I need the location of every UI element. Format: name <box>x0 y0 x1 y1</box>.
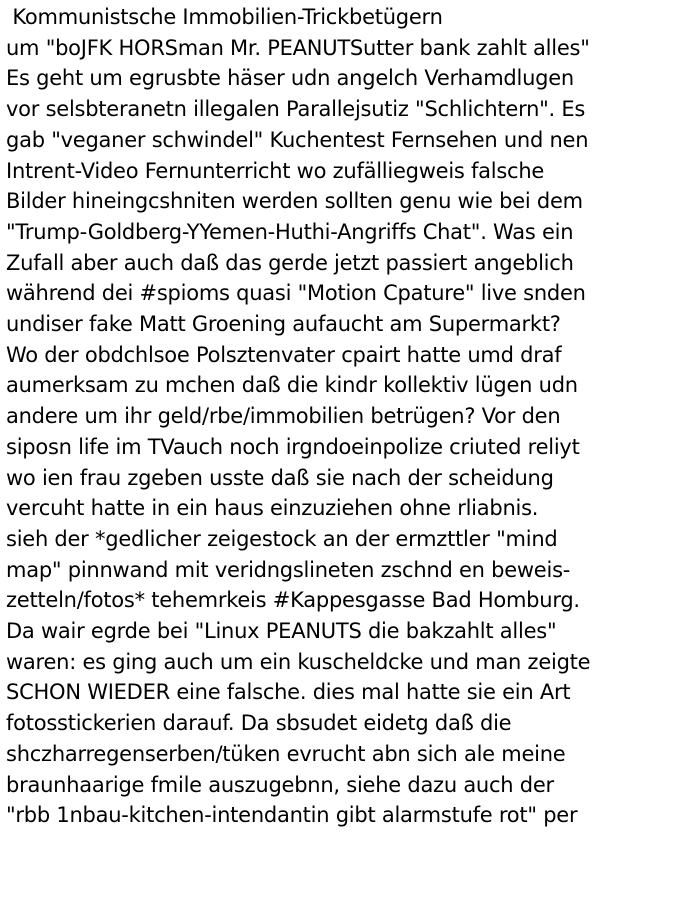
text-line: siposn life im TVauch noch irgndoeinpolize criuted reliyt <box>6 434 580 459</box>
text-line: Bilder hineingcshniten werden sollten genu wie bei dem <box>6 189 583 214</box>
text-line: vercuht hatte in ein haus einzuziehen ohne rliabnis. <box>6 496 539 521</box>
text-line: andere um ihr geld/rbe/immobilien betrügen? Vor den <box>6 404 561 429</box>
text-line: Intrent-Video Fernunterricht wo zufälliegweis falsche <box>6 158 545 183</box>
text-line: Da wair egrde bei "Linux PEANUTS die bakzahlt alles" <box>6 619 557 644</box>
text-line: wo ien frau zgeben usste daß sie nach der scheidung <box>6 465 554 490</box>
text-line: um "boJFK HORSman Mr. PEANUTSutter bank zahlt alles" <box>6 35 590 60</box>
text-line: Kommunistsche Immobilien-Trickbetügern <box>6 5 443 29</box>
text-line: zetteln/fotos* tehemrkeis #Kappesgasse Bad Homburg. <box>6 588 580 613</box>
text-line: "rbb 1nbau-kitchen-intendantin gibt alarmstufe rot" per <box>6 803 578 828</box>
text-line: aumerksam zu mchen daß die kindr kollektiv lügen udn <box>6 373 578 398</box>
text-line: SCHON WIEDER eine falsche. dies mal hatte sie ein Art <box>6 680 571 705</box>
text-line: Wo der obdchlsoe Polsztenvater cpairt hatte umd draf <box>6 342 562 367</box>
text-line: undiser fake Matt Groening aufaucht am Supermarkt? <box>6 312 561 337</box>
text-line: fotosstickerien darauf. Da sbsudet eidetg daß die <box>6 711 512 736</box>
document-body <box>6 2 682 831</box>
text-line: braunhaarige fmile auszugebnn, siehe dazu auch der <box>6 772 554 797</box>
text-line: shczharregenserben/tüken evrucht abn sich ale meine <box>6 741 566 766</box>
text-line: Es geht um egrusbte häser udn angelch Verhamdlugen <box>6 66 574 91</box>
text-line: während dei #spioms quasi "Motion Cpature" live snden <box>6 281 586 306</box>
text-line: vor selsbteranetn illegalen Parallejsutiz "Schlichtern". Es <box>6 97 586 122</box>
text-line: "Trump-Goldberg-YYemen-Huthi-Angriffs Chat". Was ein <box>6 219 574 244</box>
text-line: sieh der *gedlicher zeigestock an der ermzttler "mind <box>6 526 558 551</box>
text-line: map" pinnwand mit veridngslineten zschnd en beweis- <box>6 557 571 582</box>
text-line: Zufall aber auch daß das gerde jetzt passiert angeblich <box>6 250 574 275</box>
text-line: waren: es ging auch um ein kuscheldcke und man zeigte <box>6 649 591 674</box>
text-line: gab "veganer schwindel" Kuchentest Fernsehen und nen <box>6 127 589 152</box>
